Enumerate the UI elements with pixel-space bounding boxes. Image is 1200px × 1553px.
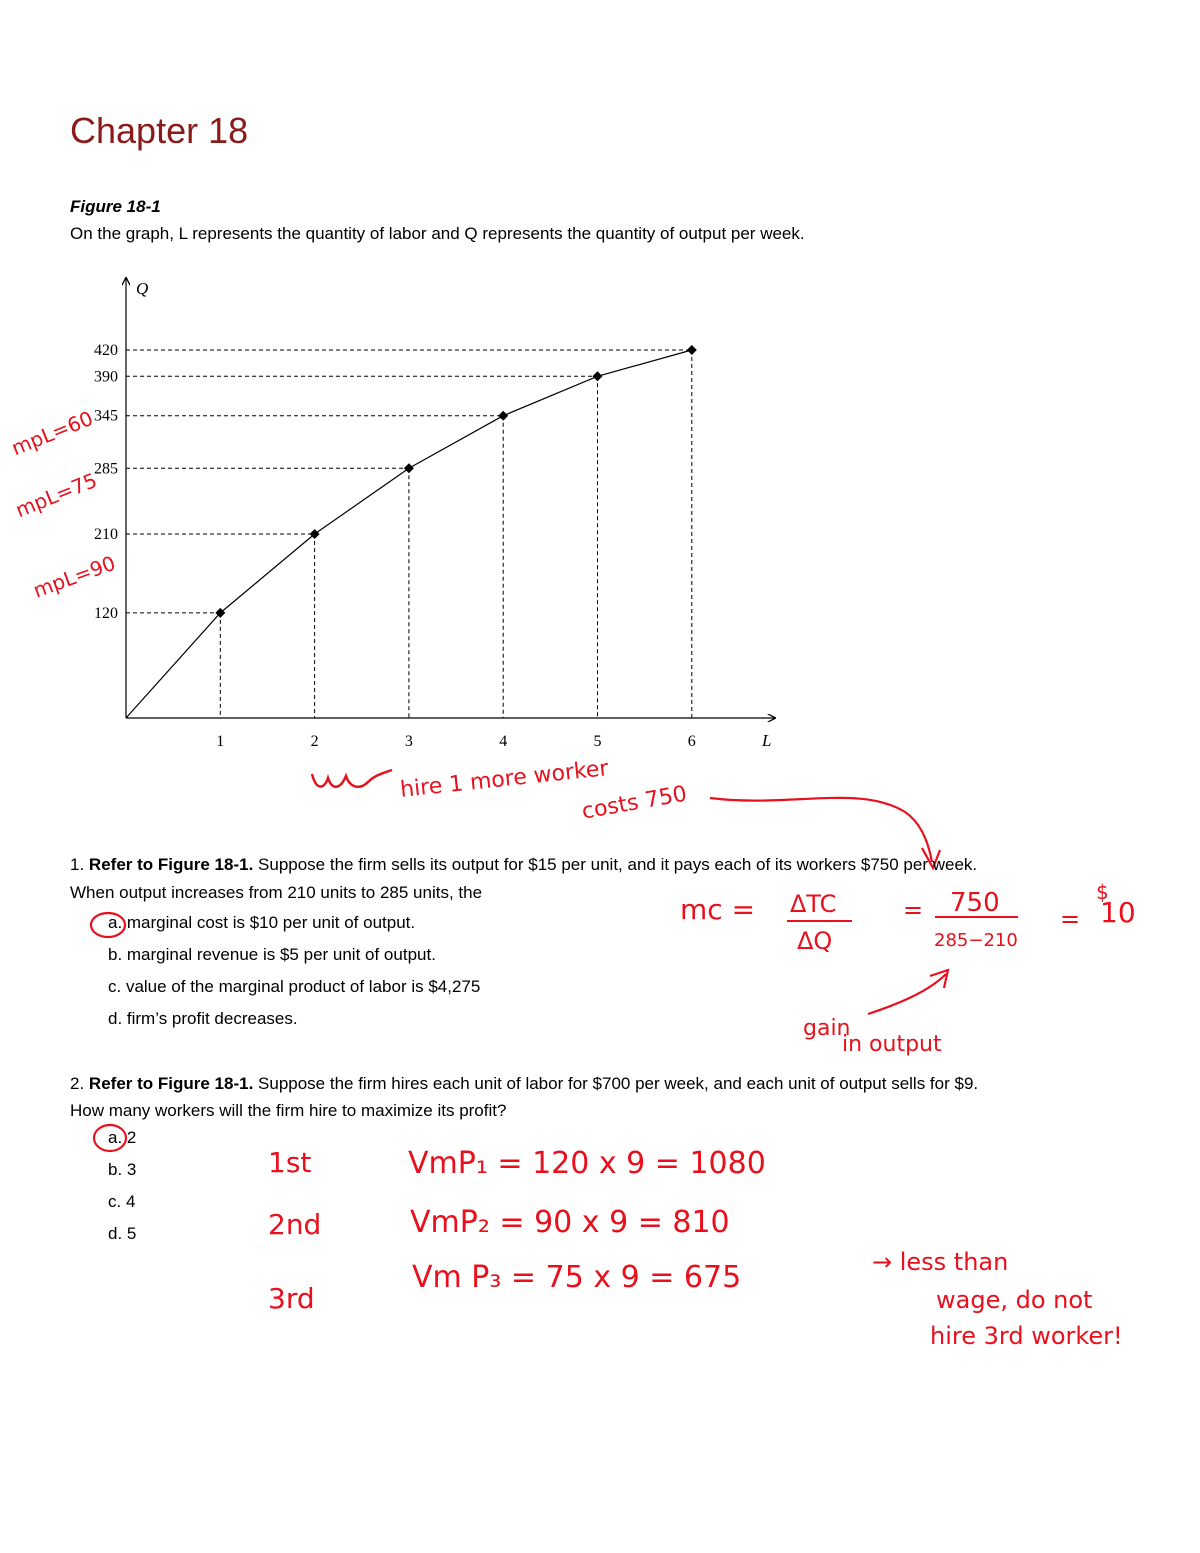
mc-denominator: 285−210 <box>934 930 1018 951</box>
question-1-option-c: c. value of the marginal product of labor is $4,275 <box>108 977 481 996</box>
y-tick-label: 210 <box>94 526 118 543</box>
x-tick-label: 6 <box>687 733 696 750</box>
hire-third-note: hire 3rd worker! <box>930 1322 1123 1350</box>
ordinal-1st: 1st <box>268 1146 312 1179</box>
question-1-option-a: a. marginal cost is $10 per unit of output. <box>108 913 416 932</box>
y-tick-label: 345 <box>94 407 118 425</box>
mc-result: 10 <box>1100 896 1136 929</box>
question-2-option-d: d. 5 <box>108 1224 137 1243</box>
x-tick-label: 2 <box>310 733 319 750</box>
delta-q: ΔQ <box>797 927 833 955</box>
x-tick-label: 5 <box>593 733 602 750</box>
vmp-3-line: Vm P₃ = 75 x 9 = 675 <box>412 1260 742 1295</box>
mc-equals-2: = <box>1060 905 1081 933</box>
y-tick-label: 420 <box>94 342 118 359</box>
x-axis-label: L <box>762 731 772 750</box>
y-tick-label: 120 <box>94 604 118 622</box>
mpl-90-note: mpL=90 <box>30 550 119 603</box>
costs-note: costs 750 <box>580 781 689 825</box>
mc-formula: mc = <box>680 893 756 926</box>
mc-dollar: $ <box>1096 880 1109 904</box>
y-tick-label: 390 <box>94 368 118 386</box>
question-2-option-c: c. 4 <box>108 1192 136 1211</box>
figure-caption: On the graph, L represents the quantity of labor and Q represents the quantity of output per week. <box>70 224 805 243</box>
hire-more-note: hire 1 more worker <box>399 756 610 803</box>
question-2-number: 2. <box>70 1074 85 1093</box>
y-axis-label: Q <box>136 279 149 298</box>
figure-label: Figure 18-1 <box>70 197 161 216</box>
less-than-note: → less than <box>872 1248 1009 1276</box>
question-2-option-a: a. 2 <box>108 1128 137 1147</box>
mpl-60-note: mpL=60 <box>8 405 97 461</box>
y-tick-label: 285 <box>94 460 118 478</box>
x-tick-label: 1 <box>216 733 225 750</box>
question-1-text: Suppose the firm sells its output for $15 per unit, and it pays each of its workers $750 per week. <box>253 855 978 874</box>
in-output-note: in output <box>842 1032 942 1057</box>
question-1-option-b: b. marginal revenue is $5 per unit of output. <box>108 945 436 964</box>
ordinal-2nd: 2nd <box>268 1208 322 1241</box>
gain-note: gain <box>803 1016 851 1041</box>
question-2-ref: Refer to Figure 18-1. <box>88 1074 254 1093</box>
x-tick-label: 3 <box>404 733 413 750</box>
vmp-1-line: VmP₁ = 120 x 9 = 1080 <box>408 1146 766 1181</box>
question-1-line1 <box>70 852 977 878</box>
question-2-line1 <box>70 1071 978 1097</box>
question-1-ref: Refer to Figure 18-1. <box>88 855 254 874</box>
ordinal-3rd: 3rd <box>268 1282 315 1315</box>
wage-note: wage, do not <box>936 1286 1093 1314</box>
question-2-line2: How many workers will the firm hire to maximize its profit? <box>70 1101 507 1120</box>
mc-equals-1: = <box>903 896 924 924</box>
mpl-75-note: mpL=75 <box>12 467 101 523</box>
delta-tc: ΔTC <box>790 890 837 918</box>
question-1-number: 1. <box>70 855 85 874</box>
mc-numerator: 750 <box>950 888 1000 918</box>
question-2-text: Suppose the firm hires each unit of labor for $700 per week, and each unit of output sells for $9. <box>253 1074 979 1093</box>
question-2-option-b: b. 3 <box>108 1160 137 1179</box>
page-title: Chapter 18 <box>70 110 249 151</box>
question-1-line2: When output increases from 210 units to 285 units, the <box>70 883 483 902</box>
x-tick-label: 4 <box>499 733 508 750</box>
vmp-2-line: VmP₂ = 90 x 9 = 810 <box>410 1205 730 1240</box>
question-1-option-d: d. firm’s profit decreases. <box>108 1009 298 1028</box>
